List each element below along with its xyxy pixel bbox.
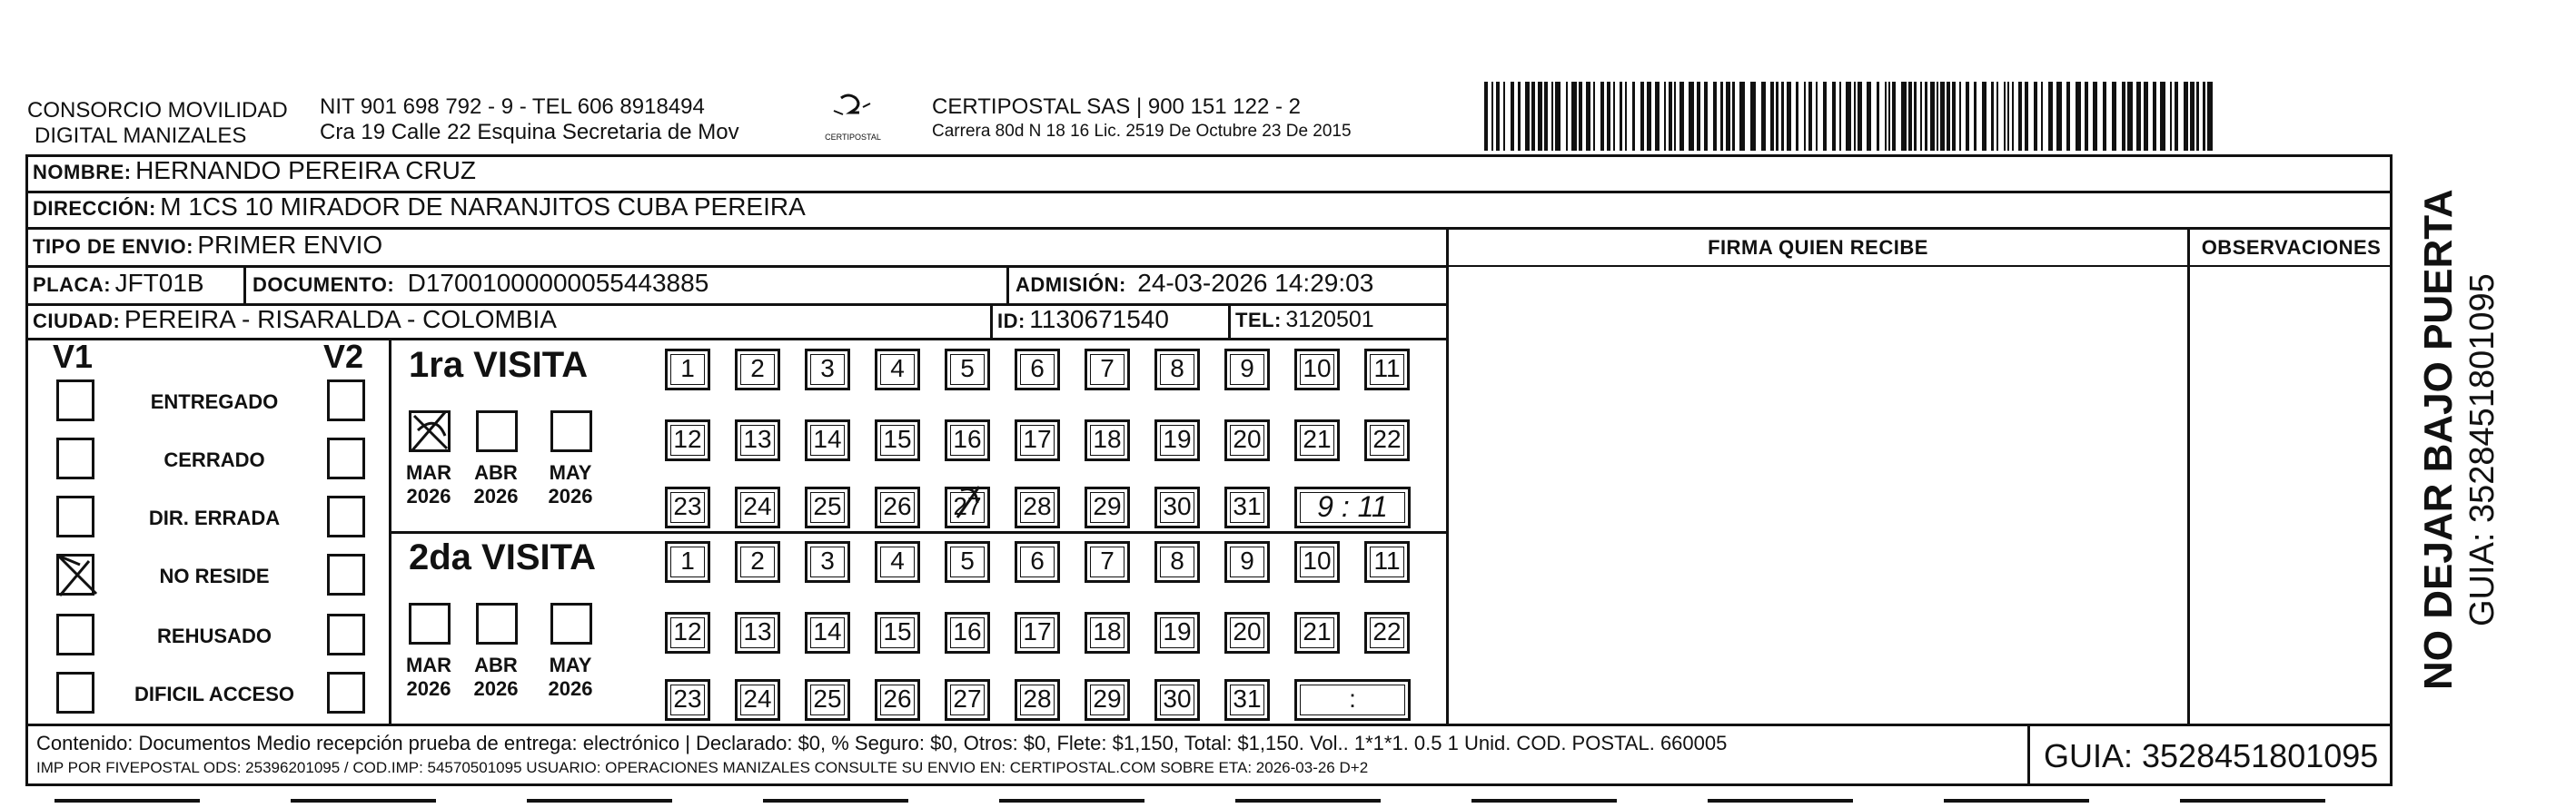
month-name: ABR	[474, 461, 518, 484]
day-box[interactable]: 1	[665, 541, 710, 583]
day-box[interactable]: 24	[735, 679, 780, 721]
certipostal-logo-icon	[814, 91, 892, 151]
tel-cell	[1235, 307, 1374, 333]
footer-contenido: Contenido: Documentos Medio recepción prueba de entrega: electrónico | Declarado: $0, % Seguro: $0, Otros: $0, Flete: $1,150, Total: $1,150. Vol.. 1*1*1. 0.5 1 Unid. COD. POSTAL. 660005	[36, 732, 1728, 754]
v2-checkbox[interactable]	[327, 554, 365, 596]
time-handwritten: 9 : 11	[1317, 490, 1388, 523]
day-box[interactable]: 30	[1154, 679, 1200, 721]
bottom-edge-decoration	[54, 799, 2416, 803]
month-year: 2026	[548, 485, 593, 507]
company-line-1: CONSORCIO MOVILIDAD	[27, 98, 288, 123]
day-box[interactable]: 15	[875, 612, 920, 654]
day-box[interactable]: 25	[805, 679, 850, 721]
side-warning: NO DEJAR BAJO PUERTA	[2416, 189, 2461, 690]
time-box[interactable]	[1294, 487, 1411, 528]
second-visit-title: 2da VISITA	[409, 537, 596, 577]
nombre-value: HERNANDO PEREIRA CRUZ	[135, 156, 476, 184]
day-box[interactable]: 5	[945, 349, 990, 390]
day-box[interactable]: 2	[735, 349, 780, 390]
month-label	[469, 654, 523, 701]
v2-checkbox[interactable]	[327, 379, 365, 421]
month-name: MAY	[549, 461, 592, 484]
admision-cell	[1016, 269, 1373, 298]
month-label	[401, 461, 456, 508]
day-box[interactable]: 5	[945, 541, 990, 583]
day-box[interactable]: 10	[1294, 541, 1340, 583]
day-box[interactable]: 17	[1015, 612, 1060, 654]
day-box[interactable]: 18	[1085, 419, 1130, 461]
status-label: CERRADO	[163, 448, 265, 471]
day-box[interactable]: 29	[1085, 487, 1130, 528]
day-box[interactable]: 1	[665, 349, 710, 390]
v2-checkbox[interactable]	[327, 496, 365, 537]
day-box[interactable]: 31	[1224, 487, 1270, 528]
day-box[interactable]: 11	[1364, 541, 1410, 583]
day-box[interactable]: 21	[1294, 419, 1340, 461]
firma-header: FIRMA QUIEN RECIBE	[1708, 236, 1928, 259]
tipo-label: TIPO DE ENVIO:	[33, 235, 193, 258]
nombre-label: NOMBRE:	[33, 161, 132, 183]
company-line-2: DIGITAL MANIZALES	[35, 123, 247, 148]
carrier-info	[932, 94, 1352, 143]
day-box[interactable]: 28	[1015, 679, 1060, 721]
day-box[interactable]: 22	[1364, 612, 1410, 654]
nit-line: NIT 901 698 792 - 9 - TEL 606 8918494	[320, 94, 705, 119]
day-box[interactable]: 30	[1154, 487, 1200, 528]
company-address: Cra 19 Calle 22 Esquina Secretaria de Mov	[320, 120, 739, 144]
month-name: MAR	[405, 654, 452, 676]
day-box[interactable]: 12	[665, 612, 710, 654]
observaciones-header: OBSERVACIONES	[2201, 236, 2382, 259]
day-box[interactable]: 18	[1085, 612, 1130, 654]
carrier-line: CERTIPOSTAL SAS | 900 151 122 - 2	[932, 94, 1301, 119]
month-label	[543, 654, 598, 701]
day-box[interactable]: 20	[1224, 612, 1270, 654]
v1-checkbox[interactable]	[56, 496, 94, 537]
day-box[interactable]: 4	[875, 349, 920, 390]
day-box[interactable]: 10	[1294, 349, 1340, 390]
day-box[interactable]: 4	[875, 541, 920, 583]
month-year: 2026	[406, 485, 451, 507]
v1-checkbox[interactable]	[56, 614, 94, 655]
admision-value: 24-03-2026 14:29:03	[1137, 269, 1374, 297]
status-label: ENTREGADO	[150, 390, 279, 413]
id-value: 1130671540	[1029, 305, 1169, 333]
time-box[interactable]	[1294, 679, 1411, 721]
v1-checkbox[interactable]	[56, 438, 94, 479]
ciudad-cell	[33, 305, 557, 334]
day-box[interactable]: 9	[1224, 349, 1270, 390]
v2-label: V2	[323, 338, 364, 375]
day-box[interactable]: 23	[665, 487, 710, 528]
nombre-row	[33, 156, 476, 185]
day-box[interactable]: 16	[945, 612, 990, 654]
day-box[interactable]: 7	[1085, 541, 1130, 583]
side-guia: GUIA: 3528451801095	[2463, 273, 2502, 626]
status-label: DIR. ERRADA	[148, 507, 281, 529]
month-checkbox[interactable]	[409, 603, 451, 645]
day-box[interactable]: 7	[1085, 349, 1130, 390]
month-year: 2026	[406, 677, 451, 700]
ciudad-label: CIUDAD:	[33, 310, 121, 332]
company-contact	[320, 94, 739, 145]
day-box[interactable]: 3	[805, 541, 850, 583]
month-checkbox[interactable]	[550, 410, 592, 452]
tipo-row	[33, 231, 382, 260]
day-box[interactable]: 31	[1224, 679, 1270, 721]
month-checkbox[interactable]	[476, 603, 518, 645]
status-label: REHUSADO	[157, 625, 272, 647]
v2-checkbox[interactable]	[327, 672, 365, 714]
v1-checkbox[interactable]	[56, 554, 94, 596]
placa-label: PLACA:	[33, 273, 112, 296]
status-label: NO RESIDE	[159, 565, 270, 587]
day-box[interactable]: 9	[1224, 541, 1270, 583]
day-box[interactable]: 27	[945, 679, 990, 721]
month-name: ABR	[474, 654, 518, 676]
day-box[interactable]: 23	[665, 679, 710, 721]
day-box[interactable]: 15	[875, 419, 920, 461]
v1-label: V1	[53, 338, 94, 375]
day-box[interactable]: 6	[1015, 541, 1060, 583]
day-box[interactable]: 8	[1154, 349, 1200, 390]
month-label	[543, 461, 598, 508]
direccion-value: M 1CS 10 MIRADOR DE NARANJITOS CUBA PEREIRA	[160, 192, 806, 221]
company-name	[27, 98, 288, 149]
barcode-bars	[1484, 82, 2220, 151]
month-year: 2026	[473, 485, 519, 507]
direccion-label: DIRECCIÓN:	[33, 197, 156, 220]
day-box[interactable]: 8	[1154, 541, 1200, 583]
tel-label: TEL:	[1235, 309, 1282, 331]
placa-value: JFT01B	[114, 269, 204, 297]
month-year: 2026	[548, 677, 593, 700]
v2-checkbox[interactable]	[327, 438, 365, 479]
day-box[interactable]: 13	[735, 612, 780, 654]
id-cell	[997, 305, 1169, 334]
v1-checkbox[interactable]	[56, 672, 94, 714]
time-placeholder: :	[1349, 685, 1356, 713]
day-box[interactable]: 19	[1154, 612, 1200, 654]
placa-cell	[33, 269, 204, 298]
month-checkbox[interactable]	[550, 603, 592, 645]
footer-guia: GUIA: 3528451801095	[2044, 737, 2379, 774]
day-box[interactable]: 13	[735, 419, 780, 461]
month-name: MAY	[549, 654, 592, 676]
tel-value: 3120501	[1285, 307, 1374, 332]
month-label	[401, 654, 456, 701]
footer-imp: IMP POR FIVEPOSTAL ODS: 25396201095 / COD.IMP: 54570501095 USUARIO: OPERACIONES MANIZALES CONSULTE SU ENVIO EN: CERTIPOSTAL.COM SOBRE ETA: 2026-03-26 D+2	[36, 759, 1369, 776]
svg-text:CERTIPOSTAL: CERTIPOSTAL	[825, 133, 881, 142]
tipo-value: PRIMER ENVIO	[197, 231, 383, 259]
direccion-row	[33, 192, 806, 222]
month-checkbox[interactable]	[409, 410, 451, 452]
day-box[interactable]: 3	[805, 349, 850, 390]
barcode	[1484, 82, 2220, 151]
carrier-address: Carrera 80d N 18 16 Lic. 2519 De Octubre 23 De 2015	[932, 122, 1352, 141]
day-box[interactable]: 29	[1085, 679, 1130, 721]
day-box[interactable]: 17	[1015, 419, 1060, 461]
v2-checkbox[interactable]	[327, 614, 365, 655]
month-checkbox[interactable]	[476, 410, 518, 452]
day-box[interactable]: 12	[665, 419, 710, 461]
day-box[interactable]: 26	[875, 487, 920, 528]
day-box[interactable]: 14	[805, 612, 850, 654]
day-box[interactable]: 14	[805, 419, 850, 461]
day-box[interactable]: 25	[805, 487, 850, 528]
day-box[interactable]: 24	[735, 487, 780, 528]
day-box[interactable]: 19	[1154, 419, 1200, 461]
day-box[interactable]: 6	[1015, 349, 1060, 390]
status-label: DIFICIL ACCESO	[134, 683, 294, 705]
month-name: MAR	[405, 461, 452, 484]
day-box[interactable]: 16	[945, 419, 990, 461]
day-box[interactable]: 2	[735, 541, 780, 583]
day-box[interactable]: 20	[1224, 419, 1270, 461]
day-box[interactable]: 11	[1364, 349, 1410, 390]
first-visit-title: 1ra VISITA	[409, 345, 589, 385]
day-box[interactable]: 27	[945, 487, 990, 528]
month-label	[469, 461, 523, 508]
month-year: 2026	[473, 677, 519, 700]
day-box[interactable]: 28	[1015, 487, 1060, 528]
documento-label: DOCUMENTO:	[253, 273, 395, 296]
admision-label: ADMISIÓN:	[1016, 273, 1126, 296]
ciudad-value: PEREIRA - RISARALDA - COLOMBIA	[124, 305, 557, 333]
day-box[interactable]: 21	[1294, 612, 1340, 654]
day-box[interactable]: 26	[875, 679, 920, 721]
documento-cell	[253, 269, 708, 298]
documento-value: D17001000000055443885	[407, 269, 709, 297]
id-label: ID:	[997, 310, 1025, 332]
day-box[interactable]: 22	[1364, 419, 1410, 461]
v1-checkbox[interactable]	[56, 379, 94, 421]
